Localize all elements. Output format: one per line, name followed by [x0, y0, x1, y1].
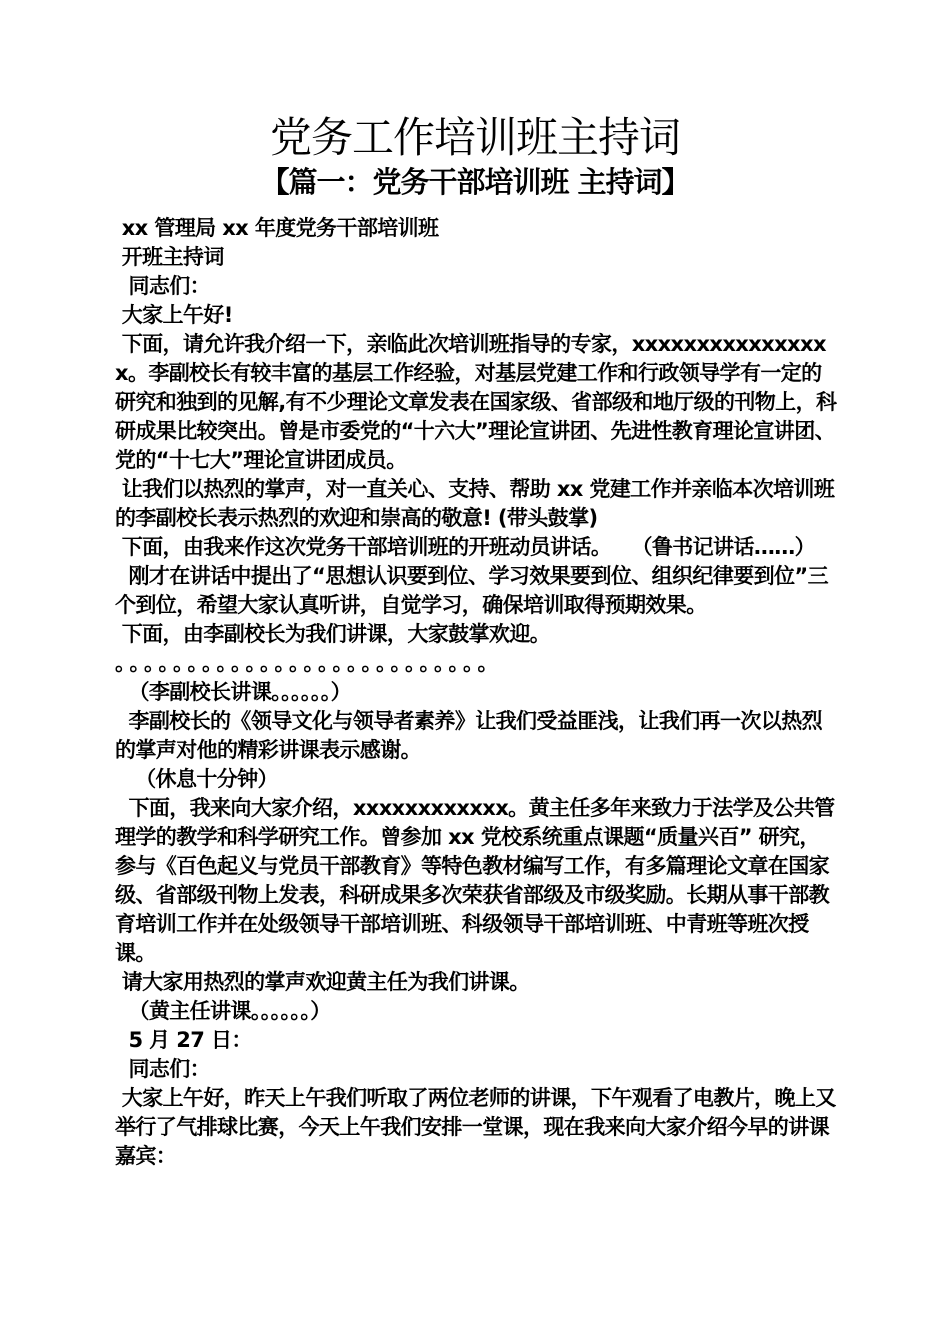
paragraph: 李副校长的《领导文化与领导者素养》让我们受益匪浅，让我们再一次以热烈的掌声对他的精彩讲课表示感谢。	[115, 709, 823, 762]
document-subtitle: 【篇一：党务干部培训班 主持词】	[260, 165, 690, 199]
dotted-separator: 。。。。。。。。。。。。。。。。。。。。。。。。。。	[115, 651, 503, 675]
paragraph: （黄主任讲课。。。。。。）	[115, 999, 331, 1023]
document-title: 党务工作培训班主持词	[269, 113, 680, 162]
paragraph: 让我们以热烈的掌声，对一直关心、支持、帮助 xx 党建工作并亲临本次培训班的李副校长表示热烈的欢迎和崇高的敬意! (带头鼓掌)	[115, 477, 835, 530]
document-body	[115, 214, 840, 1171]
paragraph: 同志们：	[115, 1057, 211, 1081]
paragraph: 刚才在讲话中提出了“思想认识要到位、学习效果要到位、组织纪律要到位”三个到位，希望大家认真听讲，自觉学习，确保培训取得预期效果。	[115, 564, 829, 617]
paragraph: （李副校长讲课。。。。。。）	[115, 680, 352, 704]
paragraph: 下面，请允许我介绍一下，亲临此次培训班指导的专家，xxxxxxxxxxxxxxxx。李副校长有较丰富的基层工作经验，对基层党建工作和行政领导学有一定的研究和独到的见解,有不少理论文章发表在国家级、省部级和地厅级的刊物上，科研成果比较突出。曾是市委党的“十六大”理论宣讲团、先进性教育理论宣讲团、党的“十七大”理论宣讲团成员。	[115, 332, 837, 472]
paragraph: （休息十分钟）	[115, 767, 278, 791]
paragraph: 同志们：	[115, 274, 211, 298]
paragraph: 请大家用热烈的掌声欢迎黄主任为我们讲课。	[115, 970, 530, 994]
paragraph: 下面，我来向大家介绍，xxxxxxxxxxxx。黄主任多年来致力于法学及公共管理学的教学和科学研究工作。曾参加 xx 党校系统重点课题“质量兴百” 研究，参与《百色起义与党员干部教育》等特色教材编写工作，有多篇理论文章在国家级、省部级刊物上发表，科研成果多次荣获省部级及市级奖励。长期从事干部教育培训工作并在处级领导干部培训班、科级领导干部培训班、中青班等班次授课。	[115, 796, 835, 965]
paragraph: 下面，由我来作这次党务干部培训班的开班动员讲话。 （鲁书记讲话……）	[115, 535, 816, 559]
paragraph: 下面，由李副校长为我们讲课，大家鼓掌欢迎。	[115, 622, 551, 646]
paragraph: 大家上午好，昨天上午我们听取了两位老师的讲课，下午观看了电教片，晚上又举行了气排球比赛，今天上午我们安排一堂课，现在我来向大家介绍今早的讲课嘉宾：	[115, 1086, 836, 1168]
paragraph: 大家上午好!	[115, 303, 233, 327]
paragraph: 5 月 27 日：	[115, 1028, 252, 1052]
paragraph: xx 管理局 xx 年度党务干部培训班	[115, 216, 439, 240]
paragraph: 开班主持词	[115, 245, 224, 269]
